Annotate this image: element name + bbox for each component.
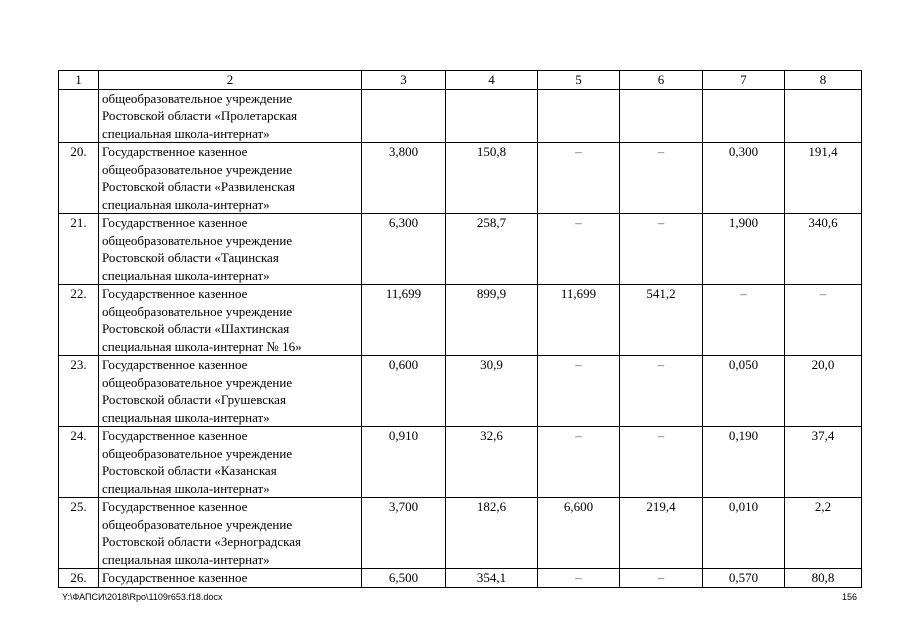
value-cell-col-3: 3,800 [362, 143, 446, 214]
table-row [59, 356, 862, 427]
institution-name-line: общеобразовательное учреждение [102, 90, 293, 106]
value-cell-col-4: 150,8 [446, 143, 538, 214]
row-number: 24. [59, 427, 99, 498]
institution-name-line: Ростовской области «Шахтинская [102, 321, 290, 336]
value-cell-col-7: 0,570 [703, 569, 785, 588]
column-header: 5 [538, 71, 620, 90]
institution-name [99, 569, 362, 588]
table-row [59, 214, 862, 285]
value-cell-col-4: 182,6 [446, 498, 538, 569]
row-number: 21. [59, 214, 99, 285]
institution-name-line: специальная школа-интернат» [102, 551, 270, 567]
institution-name-line: Государственное казенное [102, 428, 248, 443]
row-number: 22. [59, 285, 99, 356]
value-cell-col-5: – [538, 214, 620, 285]
value-cell-col-6 [620, 89, 703, 143]
value-cell-col-3: 3,700 [362, 498, 446, 569]
institution-name-line: Государственное казенное [102, 286, 248, 301]
institution-name-line: Государственное казенное [102, 357, 248, 372]
value-cell-col-8: 340,6 [785, 214, 862, 285]
value-cell-col-4: 258,7 [446, 214, 538, 285]
value-cell-col-7: 0,300 [703, 143, 785, 214]
value-cell-col-7: 0,190 [703, 427, 785, 498]
value-cell-col-6: – [620, 143, 703, 214]
institution-name-line: специальная школа-интернат» [102, 196, 270, 212]
value-cell-col-6: 219,4 [620, 498, 703, 569]
institution-name [99, 356, 362, 427]
table-row [59, 143, 862, 214]
value-cell-col-8: 80,8 [785, 569, 862, 588]
institution-name-line: Государственное казенное [102, 499, 248, 514]
value-cell-col-3: 0,910 [362, 427, 446, 498]
institution-name [99, 427, 362, 498]
institution-name-line: специальная школа-интернат № 16» [102, 338, 302, 354]
value-cell-col-4: 32,6 [446, 427, 538, 498]
institution-name [99, 285, 362, 356]
table-header-row [59, 71, 862, 90]
value-cell-col-4 [446, 89, 538, 143]
value-cell-col-5: – [538, 143, 620, 214]
institution-name-line: специальная школа-интернат» [102, 125, 270, 141]
value-cell-col-5: – [538, 427, 620, 498]
column-header: 7 [703, 71, 785, 90]
institution-name-line: общеобразовательное учреждение [102, 161, 293, 177]
row-number [59, 89, 99, 143]
value-cell-col-8: 191,4 [785, 143, 862, 214]
value-cell-col-8: 2,2 [785, 498, 862, 569]
institution-name-line: специальная школа-интернат» [102, 480, 270, 496]
data-table [58, 70, 862, 588]
value-cell-col-6: – [620, 214, 703, 285]
institution-name-line: общеобразовательное учреждение [102, 445, 293, 461]
value-cell-col-5 [538, 89, 620, 143]
column-header: 3 [362, 71, 446, 90]
value-cell-col-3 [362, 89, 446, 143]
institution-name-line: Государственное казенное [102, 570, 248, 585]
column-header: 6 [620, 71, 703, 90]
value-cell-col-6: – [620, 356, 703, 427]
value-cell-col-5: – [538, 569, 620, 588]
institution-name-line: Ростовской области «Зерноградская [102, 534, 302, 549]
footer-page-number: 156 [842, 592, 858, 602]
column-header: 2 [99, 71, 362, 90]
institution-name-line: специальная школа-интернат» [102, 409, 270, 425]
value-cell-col-4: 354,1 [446, 569, 538, 588]
institution-name-line: общеобразовательное учреждение [102, 374, 293, 390]
institution-name [99, 498, 362, 569]
institution-name [99, 89, 362, 143]
value-cell-col-7: 0,010 [703, 498, 785, 569]
table-row [59, 569, 862, 588]
value-cell-col-7: 1,900 [703, 214, 785, 285]
column-header: 8 [785, 71, 862, 90]
value-cell-col-8: – [785, 285, 862, 356]
row-number: 25. [59, 498, 99, 569]
row-number: 20. [59, 143, 99, 214]
table-body [59, 71, 862, 588]
table-row [59, 498, 862, 569]
value-cell-col-6: – [620, 427, 703, 498]
institution-name-line: Ростовской области «Развиленская [102, 179, 295, 194]
institution-name-line: Ростовской области «Пролетарская [102, 108, 298, 123]
institution-name-line: Государственное казенное [102, 144, 248, 159]
institution-name-line: специальная школа-интернат» [102, 267, 270, 283]
row-number: 26. [59, 569, 99, 588]
value-cell-col-8 [785, 89, 862, 143]
value-cell-col-3: 11,699 [362, 285, 446, 356]
value-cell-col-4: 30,9 [446, 356, 538, 427]
value-cell-col-3: 6,300 [362, 214, 446, 285]
value-cell-col-7: – [703, 285, 785, 356]
table-row [59, 89, 862, 143]
institution-name-line: Ростовской области «Казанская [102, 463, 277, 478]
column-header: 4 [446, 71, 538, 90]
value-cell-col-5: 6,600 [538, 498, 620, 569]
institution-name-line: общеобразовательное учреждение [102, 303, 293, 319]
institution-name-line: Государственное казенное [102, 215, 248, 230]
institution-name [99, 143, 362, 214]
column-header: 1 [59, 71, 99, 90]
institution-name [99, 214, 362, 285]
footer-file-path: Y:\ФАПСИ\2018\Rpo\1109r653.f18.docx [62, 592, 223, 602]
value-cell-col-8: 37,4 [785, 427, 862, 498]
value-cell-col-6: 541,2 [620, 285, 703, 356]
table-row [59, 427, 862, 498]
institution-name-line: Ростовской области «Грушевская [102, 392, 286, 407]
value-cell-col-7 [703, 89, 785, 143]
table-row [59, 285, 862, 356]
value-cell-col-3: 0,600 [362, 356, 446, 427]
value-cell-col-7: 0,050 [703, 356, 785, 427]
row-number: 23. [59, 356, 99, 427]
value-cell-col-5: 11,699 [538, 285, 620, 356]
value-cell-col-4: 899,9 [446, 285, 538, 356]
institution-name-line: общеобразовательное учреждение [102, 516, 293, 532]
institution-name-line: общеобразовательное учреждение [102, 232, 293, 248]
value-cell-col-6: – [620, 569, 703, 588]
value-cell-col-3: 6,500 [362, 569, 446, 588]
value-cell-col-8: 20,0 [785, 356, 862, 427]
value-cell-col-5: – [538, 356, 620, 427]
institution-name-line: Ростовской области «Тацинская [102, 250, 279, 265]
